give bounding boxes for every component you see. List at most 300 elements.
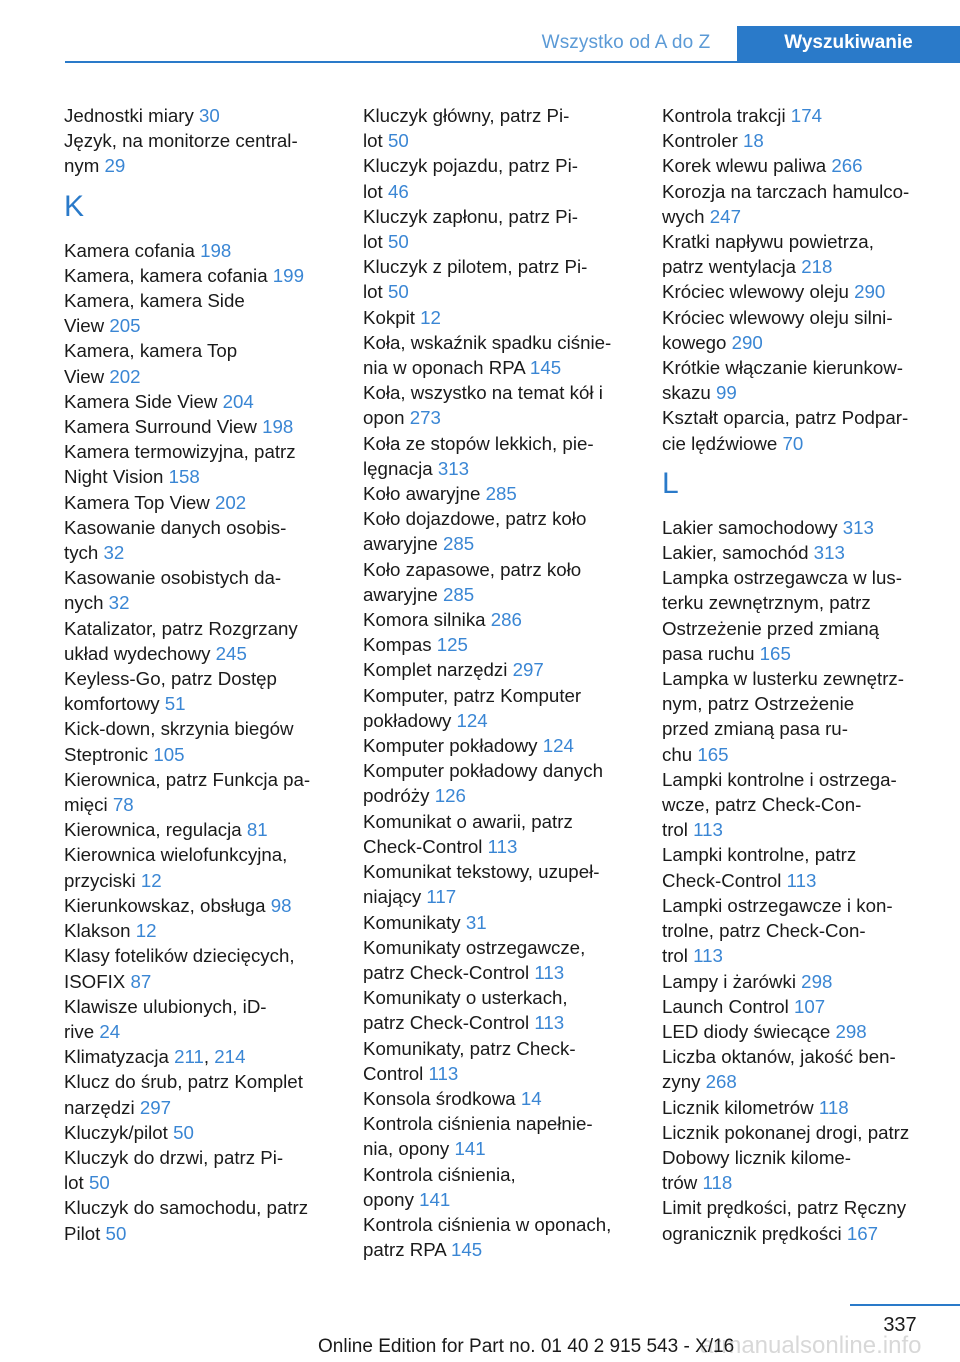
index-entry bbox=[64, 616, 332, 666]
index-entry-line bbox=[662, 128, 930, 153]
index-entry-line: Klimatyzacja 211, 214 bbox=[64, 1046, 246, 1068]
page-link[interactable]: 141 bbox=[454, 1138, 486, 1160]
page-link[interactable]: 165 bbox=[759, 642, 791, 664]
page-link[interactable]: 141 bbox=[419, 1188, 451, 1210]
page-link[interactable]: 298 bbox=[801, 970, 833, 992]
index-entry-text: awaryjne bbox=[363, 533, 443, 555]
index-entry-line bbox=[662, 254, 930, 279]
index-entry-text: opon bbox=[363, 407, 410, 429]
index-entry-text: Dobowy licznik kilome- bbox=[662, 1146, 852, 1168]
index-entry-line bbox=[363, 632, 631, 657]
page-link[interactable]: 113 bbox=[534, 1012, 565, 1034]
page-link[interactable]: 81 bbox=[246, 819, 268, 841]
page-link[interactable]: 126 bbox=[434, 785, 466, 807]
page-link[interactable]: 30 bbox=[199, 105, 220, 126]
index-entry-line bbox=[662, 279, 930, 304]
index-entry-text: Kluczyk pojazdu, patrz Pi- bbox=[363, 155, 578, 177]
index-entry bbox=[363, 481, 631, 506]
index-entry-text: opony bbox=[363, 1188, 420, 1210]
index-entry-text: Ostrzeżenie przed zmianą bbox=[662, 617, 880, 639]
index-entry-text: Limit prędkości, patrz Ręczny bbox=[662, 1197, 907, 1219]
index-entry bbox=[64, 716, 332, 766]
index-entry-line bbox=[662, 817, 930, 842]
index-entry-text: podróży bbox=[363, 785, 435, 807]
index-entry-text: trów bbox=[662, 1172, 703, 1194]
page-link[interactable]: 205 bbox=[109, 315, 141, 337]
page-link[interactable]: 50 bbox=[387, 130, 409, 152]
index-entry-text: Kamera cofania bbox=[64, 239, 201, 261]
index-entry-text: Kierownica wielofunkcyjna, bbox=[64, 844, 288, 866]
index-entry-text: tych bbox=[64, 542, 104, 564]
index-entry bbox=[662, 305, 930, 355]
page-link[interactable]: 29 bbox=[104, 155, 126, 177]
page-link[interactable]: 32 bbox=[108, 592, 130, 614]
page-link[interactable]: 313 bbox=[437, 457, 469, 479]
index-entry-line bbox=[363, 1187, 631, 1212]
index-entry bbox=[64, 439, 332, 489]
page-link[interactable]: 266 bbox=[831, 155, 863, 177]
index-entry-line bbox=[662, 515, 930, 540]
index-entry-line bbox=[363, 279, 631, 304]
page-link[interactable]: 118 bbox=[702, 1172, 733, 1194]
page-link[interactable]: 18 bbox=[743, 130, 764, 152]
page-link[interactable]: 31 bbox=[465, 911, 487, 933]
index-entry bbox=[64, 238, 332, 263]
index-entry bbox=[64, 1120, 332, 1145]
index-entry-text: Lampki ostrzegawcze i kon- bbox=[662, 894, 893, 916]
index-entry bbox=[662, 565, 930, 666]
index-entry-line bbox=[64, 565, 332, 590]
index-entry-text: Kokpit bbox=[363, 306, 421, 328]
index-entry-text: rive bbox=[64, 1020, 100, 1042]
page-link[interactable]: 98 bbox=[270, 894, 292, 916]
index-entry-text: Licznik kilometrów bbox=[662, 1096, 819, 1118]
page-link[interactable]: 87 bbox=[130, 970, 152, 992]
index-entry-line bbox=[363, 1212, 631, 1237]
page-number: 337 bbox=[883, 1314, 917, 1336]
index-entry-line bbox=[363, 1162, 631, 1187]
index-entry-line bbox=[64, 716, 332, 741]
page-link[interactable]: 247 bbox=[709, 205, 741, 227]
index-entry bbox=[363, 935, 631, 985]
index-entry-line bbox=[64, 288, 332, 313]
page-link[interactable]: 167 bbox=[846, 1222, 879, 1244]
index-entry-text: Lakier, samochód bbox=[662, 542, 814, 564]
index-entry-line bbox=[363, 380, 631, 405]
page-link[interactable]: 297 bbox=[139, 1096, 172, 1118]
index-entry-text: przyciski bbox=[64, 869, 141, 891]
page-link[interactable]: 290 bbox=[731, 331, 763, 353]
index-entry bbox=[363, 557, 631, 607]
index-entry-line bbox=[363, 1061, 631, 1086]
edition-note: Online Edition for Part no. 01 40 2 915 543 - X/16 bbox=[318, 1336, 735, 1357]
index-entry-text: Liczba oktanów, jakość ben- bbox=[662, 1046, 896, 1068]
header-divider bbox=[65, 61, 960, 63]
index-entry-text: Krótkie włączanie kierunkow- bbox=[662, 357, 903, 379]
page-link[interactable]: 199 bbox=[272, 264, 304, 286]
index-entry-text: Język, na monitorze central- bbox=[64, 130, 298, 152]
index-entry bbox=[363, 859, 631, 909]
index-entry-text: Koła, wskaźnik spadku ciśnie- bbox=[363, 331, 612, 353]
index-entry bbox=[64, 263, 332, 288]
index-entry-text: nym bbox=[64, 155, 105, 177]
index-entry bbox=[662, 103, 930, 128]
index-entry-text: Katalizator, patrz Rozgrzany bbox=[64, 617, 298, 639]
index-entry bbox=[363, 758, 631, 808]
index-entry bbox=[363, 431, 631, 481]
index-entry-text: Kontrola ciśnienia, bbox=[363, 1163, 516, 1185]
index-entry-text: View bbox=[64, 315, 110, 337]
page-link[interactable]: 202 bbox=[214, 491, 247, 513]
index-entry-line bbox=[662, 742, 930, 767]
index-entry-text: lot bbox=[363, 231, 388, 253]
index-entry-text: Kamera Surround View bbox=[64, 416, 263, 438]
index-entry-line bbox=[363, 985, 631, 1010]
index-entry bbox=[363, 657, 631, 682]
index-entry-line bbox=[662, 229, 930, 254]
index-entry-line bbox=[64, 414, 332, 439]
index-entry-text: Komunikaty bbox=[363, 911, 466, 933]
index-entry-line bbox=[64, 1145, 332, 1170]
page-header bbox=[0, 0, 960, 62]
index-entry bbox=[662, 355, 930, 405]
index-entry-text: niający bbox=[363, 886, 427, 908]
index-entry-line bbox=[363, 204, 631, 229]
index-entry-line bbox=[363, 733, 631, 758]
index-entry-line bbox=[662, 355, 930, 380]
index-entry-line bbox=[662, 616, 930, 641]
index-entry-text: Kluczyk/pilot bbox=[64, 1121, 174, 1143]
index-entry bbox=[662, 153, 930, 178]
index-entry-text: Klimatyzacja bbox=[64, 1046, 175, 1068]
page-link[interactable]: 298 bbox=[835, 1020, 867, 1042]
index-entry-line bbox=[64, 666, 332, 691]
index-entry bbox=[64, 1195, 332, 1245]
tab-search[interactable]: Wyszukiwanie bbox=[737, 26, 960, 62]
page-link[interactable]: 124 bbox=[542, 735, 574, 757]
page-link[interactable]: 14 bbox=[520, 1087, 542, 1109]
page-link[interactable]: 124 bbox=[456, 709, 488, 731]
page-link[interactable]: 113 bbox=[534, 961, 565, 983]
index-entry bbox=[363, 153, 631, 203]
index-entry-text: Kamera, kamera Top bbox=[64, 340, 238, 362]
index-entry-text: View bbox=[64, 365, 110, 387]
index-entry-text: Lampka ostrzegawcza w lus- bbox=[662, 567, 902, 589]
page-link[interactable]: 51 bbox=[164, 693, 186, 715]
index-entry bbox=[363, 1162, 631, 1212]
page-link[interactable]: 117 bbox=[426, 886, 457, 908]
page-link[interactable]: 214 bbox=[214, 1046, 246, 1068]
index-entry-text: Lakier samochodowy bbox=[662, 516, 843, 538]
index-entry-line bbox=[363, 960, 631, 985]
page-link[interactable]: 285 bbox=[485, 483, 517, 505]
page-link[interactable]: 113 bbox=[487, 835, 518, 857]
index-entry bbox=[662, 1019, 930, 1044]
page-link[interactable]: 204 bbox=[222, 390, 254, 412]
page-link[interactable]: 165 bbox=[697, 743, 729, 765]
index-entry-text: Komunikaty o usterkach, bbox=[363, 987, 568, 1009]
index-entry-text: Kompas bbox=[363, 634, 437, 656]
page-link[interactable]: 107 bbox=[793, 995, 826, 1017]
tab-a-to-z[interactable]: Wszystko od A do Z bbox=[541, 32, 711, 53]
index-entry bbox=[662, 229, 930, 279]
index-entry-text: lot bbox=[64, 1172, 89, 1194]
page-link[interactable]: 290 bbox=[854, 281, 886, 303]
index-entry-line bbox=[662, 1195, 930, 1220]
page-link[interactable]: 32 bbox=[103, 542, 125, 564]
footer-divider bbox=[850, 1304, 960, 1306]
index-entry-line bbox=[64, 590, 332, 615]
index-entry-text: Króciec wlewowy oleju bbox=[662, 281, 855, 303]
page-link[interactable]: 145 bbox=[529, 357, 562, 379]
page-link[interactable]: 24 bbox=[99, 1020, 121, 1042]
index-entry-line bbox=[363, 330, 631, 355]
page-link[interactable]: 70 bbox=[782, 432, 804, 454]
index-entry-line bbox=[662, 918, 930, 943]
index-entry bbox=[64, 1069, 332, 1119]
page-link[interactable]: 99 bbox=[716, 382, 737, 404]
index-entry-line bbox=[662, 1170, 930, 1195]
index-entry-text: trol bbox=[662, 819, 694, 841]
index-entry-text: Klakson bbox=[64, 920, 136, 942]
index-entry-text: Keyless-Go, patrz Dostęp bbox=[64, 668, 277, 690]
index-entry bbox=[363, 380, 631, 430]
index-entry bbox=[363, 683, 631, 733]
index-entry-line bbox=[363, 910, 631, 935]
index-entry-text: Koło awaryjne bbox=[363, 483, 486, 505]
index-entry-text: Kamera, kamera Side bbox=[64, 290, 245, 312]
index-entry bbox=[64, 842, 332, 892]
page-link[interactable]: 118 bbox=[818, 1096, 849, 1118]
index-entry bbox=[363, 1111, 631, 1161]
index-entry bbox=[363, 607, 631, 632]
page-link[interactable]: 273 bbox=[409, 407, 441, 429]
index-entry-text: zyny bbox=[662, 1071, 706, 1093]
index-entry-text: Check-Control bbox=[363, 835, 488, 857]
index-entry-text: Kratki napływu powietrza, bbox=[662, 231, 874, 253]
index-entry-line bbox=[64, 1019, 332, 1044]
index-entry bbox=[64, 1044, 332, 1069]
index-entry-text: nia, opony bbox=[363, 1138, 455, 1160]
index-entry bbox=[64, 943, 332, 993]
page-link[interactable]: 218 bbox=[801, 256, 833, 278]
index-entry bbox=[64, 515, 332, 565]
index-entry-line bbox=[64, 313, 332, 338]
index-entry bbox=[662, 666, 930, 767]
page-link[interactable]: 313 bbox=[813, 542, 845, 564]
index-entry-line bbox=[363, 305, 631, 330]
index-entry-line bbox=[662, 1221, 930, 1246]
index-entry-line bbox=[64, 1221, 332, 1246]
index-entry-line bbox=[363, 531, 631, 556]
page-link[interactable]: 78 bbox=[112, 794, 134, 816]
index-entry-text: Kick-down, skrzynia biegów bbox=[64, 718, 294, 740]
index-entry-line bbox=[662, 405, 930, 430]
index-entry-text: układ wydechowy bbox=[64, 642, 216, 664]
index-entry-text: Kontroler bbox=[662, 130, 744, 152]
index-entry bbox=[363, 1036, 631, 1086]
index-entry-line bbox=[662, 666, 930, 691]
index-entry-line bbox=[363, 229, 631, 254]
index-entry-text: wcze, patrz Check-Con- bbox=[662, 794, 862, 816]
page-link[interactable]: 12 bbox=[420, 306, 441, 328]
index-entry bbox=[64, 994, 332, 1044]
index-entry-text: Check-Control bbox=[662, 869, 787, 891]
index-entry-line bbox=[662, 305, 930, 330]
page-link[interactable]: 50 bbox=[105, 1222, 127, 1244]
page-link[interactable]: 145 bbox=[450, 1239, 483, 1261]
index-entry-text: przed zmianą pasa ru- bbox=[662, 718, 848, 740]
index-entry bbox=[662, 1044, 930, 1094]
index-entry-line bbox=[363, 1111, 631, 1136]
page-link[interactable]: 125 bbox=[436, 634, 468, 656]
index-entry bbox=[363, 254, 631, 304]
page-link[interactable]: 113 bbox=[786, 869, 817, 891]
index-entry-text: patrz Check-Control bbox=[363, 1012, 535, 1034]
index-entry-text: skazu bbox=[662, 382, 717, 404]
page-link[interactable]: 202 bbox=[109, 365, 141, 387]
index-entry-text: Komora silnika bbox=[363, 609, 491, 631]
index-entry-line bbox=[662, 868, 930, 893]
index-entry bbox=[662, 767, 930, 843]
index-entry-text: Jednostki miary bbox=[64, 105, 200, 126]
index-entry-line bbox=[662, 103, 930, 128]
index-entry-text: Kasowanie danych osobis- bbox=[64, 516, 287, 538]
index-entry-line bbox=[64, 792, 332, 817]
index-entry-line bbox=[662, 431, 930, 456]
index-entry-line bbox=[64, 490, 332, 515]
index-entry-text: Komplet narzędzi bbox=[363, 659, 513, 681]
index-entry-line bbox=[64, 515, 332, 540]
page-link[interactable]: 211 bbox=[174, 1046, 204, 1068]
index-entry bbox=[363, 985, 631, 1035]
index-entry-text: Launch Control bbox=[662, 995, 794, 1017]
index-entry-text: ISOFIX bbox=[64, 970, 131, 992]
index-entry-line bbox=[64, 1069, 332, 1094]
index-entry-line bbox=[64, 994, 332, 1019]
index-entry-line bbox=[662, 1019, 930, 1044]
index-entry-text: Komputer pokładowy danych bbox=[363, 760, 603, 782]
index-entry bbox=[64, 565, 332, 615]
index-entry-text: terku zewnętrznym, patrz bbox=[662, 592, 871, 614]
index-entry-line bbox=[64, 1195, 332, 1220]
index-entry-line bbox=[662, 994, 930, 1019]
index-entry-text: patrz Check-Control bbox=[363, 961, 535, 983]
index-entry-line bbox=[662, 893, 930, 918]
index-entry-text: Kierownica, regulacja bbox=[64, 819, 247, 841]
page-link[interactable]: 12 bbox=[135, 920, 157, 942]
index-entry-line bbox=[662, 767, 930, 792]
page-link[interactable]: 174 bbox=[790, 105, 822, 126]
index-entry-text: Kształt oparcia, patrz Podpar- bbox=[662, 407, 909, 429]
index-entry-line bbox=[64, 969, 332, 994]
page-link[interactable]: 285 bbox=[442, 583, 475, 605]
index-entry bbox=[363, 733, 631, 758]
page-link[interactable]: 198 bbox=[200, 239, 232, 261]
index-entry-line bbox=[64, 868, 332, 893]
index-entry-text: cie lędźwiowe bbox=[662, 432, 783, 454]
page-link[interactable]: 158 bbox=[168, 466, 200, 488]
index-entry-text: Komunikaty, patrz Check- bbox=[363, 1037, 576, 1059]
index-entry bbox=[64, 1145, 332, 1195]
index-entry-line bbox=[363, 128, 631, 153]
page-link[interactable]: 113 bbox=[693, 819, 723, 841]
index-entry-line bbox=[662, 380, 930, 405]
index-entry-text: Koła ze stopów lekkich, pie- bbox=[363, 432, 594, 454]
index-entry bbox=[662, 842, 930, 892]
index-entry-text: Kluczyk zapłonu, patrz Pi- bbox=[363, 205, 578, 227]
index-entry-text: narzędzi bbox=[64, 1096, 140, 1118]
index-entry-line bbox=[363, 1136, 631, 1161]
index-entry bbox=[662, 405, 930, 455]
index-entry bbox=[64, 490, 332, 515]
index-entry-line bbox=[662, 565, 930, 590]
index-entry-text: pokładowy bbox=[363, 709, 457, 731]
index-entry-line bbox=[64, 103, 332, 128]
page-link[interactable]: 50 bbox=[173, 1121, 194, 1143]
index-entry-text: Kontrola ciśnienia w oponach, bbox=[363, 1213, 612, 1235]
index-entry-text: Koło dojazdowe, patrz koło bbox=[363, 508, 587, 530]
index-entry-text: Korozja na tarczach hamulco- bbox=[662, 180, 910, 202]
index-entry-text: Kluczyk z pilotem, patrz Pi- bbox=[363, 256, 588, 278]
index-entry-text: lot bbox=[363, 281, 388, 303]
index-entry-text: Komunikat o awarii, patrz bbox=[363, 810, 573, 832]
page-link[interactable]: 113 bbox=[428, 1062, 459, 1084]
page-link[interactable]: 286 bbox=[490, 609, 522, 631]
index-entry-line bbox=[64, 128, 332, 153]
page-link[interactable]: 198 bbox=[262, 416, 294, 438]
index-entry-text: Kasowanie osobistych da- bbox=[64, 567, 282, 589]
index-entry-text: Kamera Top View bbox=[64, 491, 215, 513]
index-entry-text: chu bbox=[662, 743, 698, 765]
index-entry-line bbox=[64, 742, 332, 767]
page-link[interactable]: 297 bbox=[512, 659, 544, 681]
index-entry-line bbox=[64, 943, 332, 968]
index-entry-line bbox=[363, 582, 631, 607]
index-entry-line bbox=[662, 641, 930, 666]
index-entry-text: Pilot bbox=[64, 1222, 106, 1244]
index-entry-line bbox=[64, 263, 332, 288]
index-entry-text: trolne, patrz Check-Con- bbox=[662, 920, 866, 942]
page-link[interactable]: 50 bbox=[387, 281, 409, 303]
index-entry bbox=[64, 288, 332, 338]
index-entry-text: nia w oponach RPA bbox=[363, 357, 530, 379]
index-entry-line bbox=[662, 590, 930, 615]
page-link[interactable]: 50 bbox=[88, 1172, 110, 1194]
page-link[interactable]: 50 bbox=[387, 231, 409, 253]
page-link[interactable]: 105 bbox=[153, 743, 185, 765]
index-entry-line bbox=[363, 405, 631, 430]
page-link[interactable]: 285 bbox=[442, 533, 475, 555]
index-entry-line bbox=[363, 935, 631, 960]
index-entry-line bbox=[363, 103, 631, 128]
index-entry bbox=[363, 632, 631, 657]
index-entry-text: Night Vision bbox=[64, 466, 169, 488]
page-link[interactable]: 313 bbox=[842, 516, 874, 538]
page-link[interactable]: 46 bbox=[387, 180, 409, 202]
index-entry-line bbox=[662, 1069, 930, 1094]
index-entry-text: lot bbox=[363, 180, 388, 202]
index-entry bbox=[662, 969, 930, 994]
index-entry bbox=[662, 893, 930, 969]
page-link[interactable]: 113 bbox=[693, 945, 723, 967]
index-entry-line bbox=[363, 1086, 631, 1111]
index-entry-text: Koła, wszystko na temat kół i bbox=[363, 382, 603, 404]
index-entry-line bbox=[363, 657, 631, 682]
page-link[interactable]: 245 bbox=[215, 642, 247, 664]
page-link[interactable]: 12 bbox=[140, 869, 162, 891]
page-link[interactable]: 268 bbox=[705, 1071, 737, 1093]
